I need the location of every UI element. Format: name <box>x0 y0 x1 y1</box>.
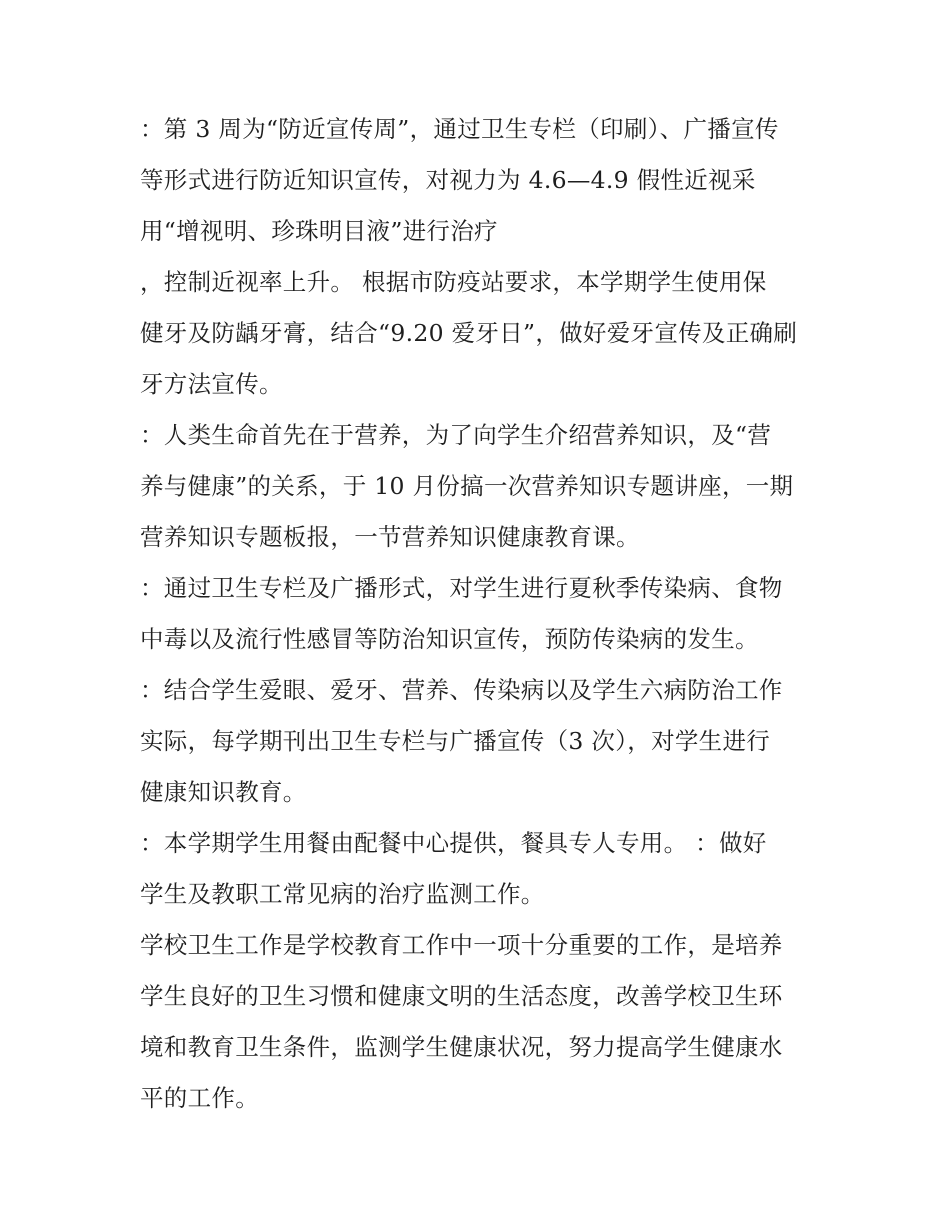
text-line: ，控制近视率上升。 根据市防疫站要求，本学期学生使用保 <box>140 268 767 296</box>
text-line: ：本学期学生用餐由配餐中心提供，餐具专人专用。 ：做好 <box>140 829 767 857</box>
text-line: 等形式进行防近知识宣传，对视力为 4.6—4.9 假性近视采 <box>140 166 756 194</box>
text-line: 学生良好的卫生习惯和健康文明的生活态度，改善学校卫生环 <box>140 982 783 1010</box>
text-line: 境和教育卫生条件，监测学生健康状况，努力提高学生健康水 <box>140 1033 783 1061</box>
text-line: ：人类生命首先在于营养，为了向学生介绍营养知识，及“营 <box>140 421 772 449</box>
text-line: ：第 3 周为“防近宣传周”，通过卫生专栏（印刷）、广播宣传 <box>140 115 779 143</box>
text-line: 健康知识教育。 <box>140 778 307 806</box>
text-line: 中毒以及流行性感冒等防治知识宣传，预防传染病的发生。 <box>140 625 759 653</box>
text-line: ：结合学生爱眼、爱牙、营养、传染病以及学生六病防治工作 <box>140 676 783 704</box>
text-line: 健牙及防龋牙膏，结合“9.20 爱牙日”，做好爱牙宣传及正确刷 <box>140 319 798 347</box>
text-line: 学校卫生工作是学校教育工作中一项十分重要的工作，是培养 <box>140 931 783 959</box>
text-line: 学生及教职工常见病的治疗监测工作。 <box>140 880 545 908</box>
document-body <box>140 104 812 1124</box>
text-line: 牙方法宣传。 <box>140 370 283 398</box>
text-line: 营养知识专题板报，一节营养知识健康教育课。 <box>140 523 640 551</box>
text-line: ：通过卫生专栏及广播形式，对学生进行夏秋季传染病、食物 <box>140 574 783 602</box>
text-line: 平的工作。 <box>140 1084 259 1112</box>
text-line: 用“增视明、珍珠明目液”进行治疗 <box>140 217 498 245</box>
text-line: 实际，每学期刊出卫生专栏与广播宣传（3 次），对学生进行 <box>140 727 771 755</box>
text-line: 养与健康”的关系，于 10 月份搞一次营养知识专题讲座，一期 <box>140 472 794 500</box>
